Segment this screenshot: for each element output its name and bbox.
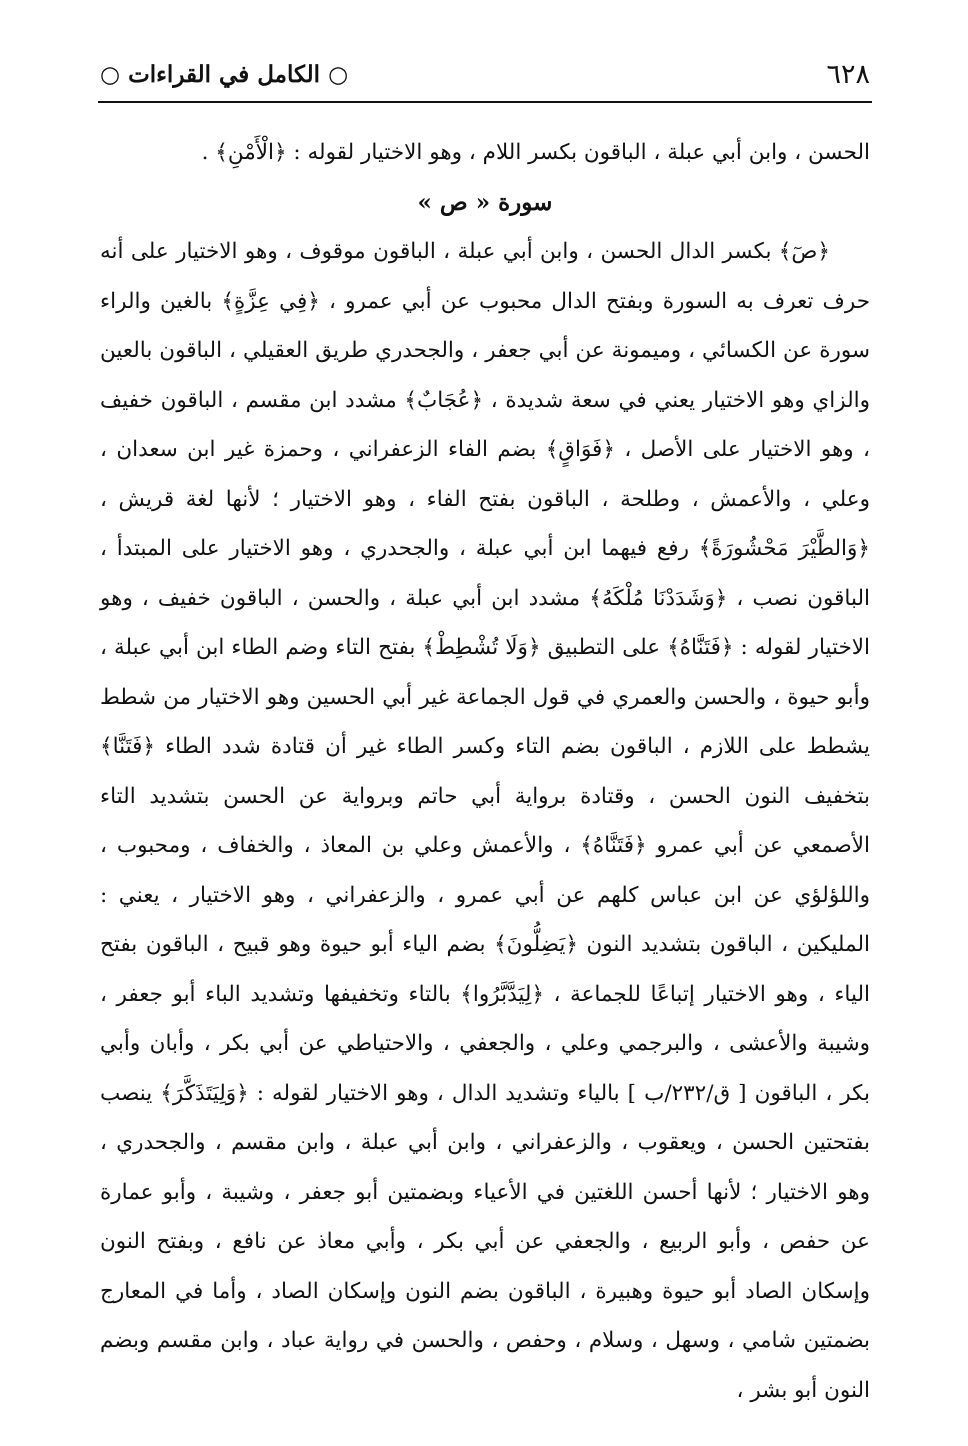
header-rule xyxy=(98,101,872,103)
surah-heading: سورة « ص » xyxy=(417,188,553,216)
running-title: ○ الكامل في القراءات ○ xyxy=(100,60,349,88)
continuation-line: الحسن ، وابن أبي عبلة ، الباقون بكسر اللام ، وهو الاختيار لقوله : ﴿الْأَمْنِ﴾ . xyxy=(201,140,870,165)
body-paragraph: ﴿صٓ﴾ بكسر الدال الحسن ، وابن أبي عبلة ، الباقون موقوف ، وهو الاختيار على أنه حرف تعرف به السورة وبفتح الدال محبوب عن أبي عمرو ، ﴿فِي عِزَّةٍ﴾ بالغين والراء سورة عن الكسائي ، وميمونة عن أبي جعفر ، والجحدري طريق العقيلي ، الباقون بالعين والزاي وهو الاختيار يعني في سعة شديدة ، ﴿عُجَابٌ﴾ مشدد ابن مقسم ، الباقون خفيف ، وهو الاختيار على الأصل ، ﴿فَوَاقٍ﴾ بضم الفاء الزعفراني ، وحمزة غير ابن سعدان ، وعلي ، والأعمش ، وطلحة ، الباقون بفتح الفاء ، وهو الاختيار ؛ لأنها لغة قريش ، ﴿وَالطَّيْرَ مَحْشُورَةً﴾ رفع فيهما ابن أبي عبلة ، والجحدري ، وهو الاختيار على المبتدأ ، الباقون نصب ، ﴿وَشَدَدْنَا مُلْكَهُ﴾ مشدد ابن أبي عبلة ، والحسن ، الباقون خفيف ، وهو الاختيار لقوله : ﴿فَتَنَّاهُ﴾ على التطبيق ﴿وَلَا تُشْطِطْ﴾ بفتح التاء وضم الطاء ابن أبي عبلة ، وأبو حيوة ، والحسن والعمري في قول الجماعة غير أبي الحسين وهو الاختيار من شطط يشطط على اللازم ، الباقون بضم التاء وكسر الطاء غير أن قتادة شدد الطاء ﴿فَتَنَّا﴾ بتخفيف النون الحسن ، وقتادة برواية أبي حاتم وبرواية عن الحسن بتشديد التاء الأصمعي عن أبي عمرو ﴿فَتَنَّاهُ﴾ ، والأعمش وعلي بن المعاذ ، والخفاف ، ومحبوب ، واللؤلؤي عن ابن عباس كلهم عن أبي عمرو ، والزعفراني ، وهو الاختيار ، يعني : المليكين ، الباقون بتشديد النون ﴿يَضِلُّونَ﴾ بضم الياء أبو حيوة وهو قبيح ، الباقون بفتح الياء ، وهو الاختيار إتباعًا للجماعة ، ﴿لِيَدَّبَّرُوا﴾ بالتاء وتخفيفها وتشديد الباء أبو جعفر ، وشيبة والأعشى ، والبرجمي وعلي ، والجعفي ، والاحتياطي عن أبي بكر ، وأبان وأبي بكر ، الباقون [ ق/٢٣٢/ب ] بالياء وتشديد الدال ، وهو الاختيار لقوله : ﴿وَلِيَتَذَكَّرَ﴾ ينصب بفتحتين الحسن ، ويعقوب ، والزعفراني ، وابن أبي عبلة ، وابن مقسم ، والجحدري ، وهو الاختيار ؛ لأنها أحسن اللغتين في الأعياء وبضمتين أبو جعفر ، وشيبة ، وأبو عمارة عن حفص ، وأبو الربيع ، والجعفي عن أبي بكر ، وأبي معاذ عن نافع ، وبفتح النون وإسكان الصاد أبو حيوة وهبيرة ، الباقون بضم النون وإسكان الصاد ، وأما في المعارج بضمتين شامي ، وسهل ، وسلام ، وحفص ، والحسن في رواية عباد ، وابن مقسم وبضم النون أبو بشر ، xyxy=(100,239,871,1403)
body-text xyxy=(100,128,870,1415)
page-header xyxy=(100,52,870,96)
page-number: ٦٢٨ xyxy=(826,58,870,90)
